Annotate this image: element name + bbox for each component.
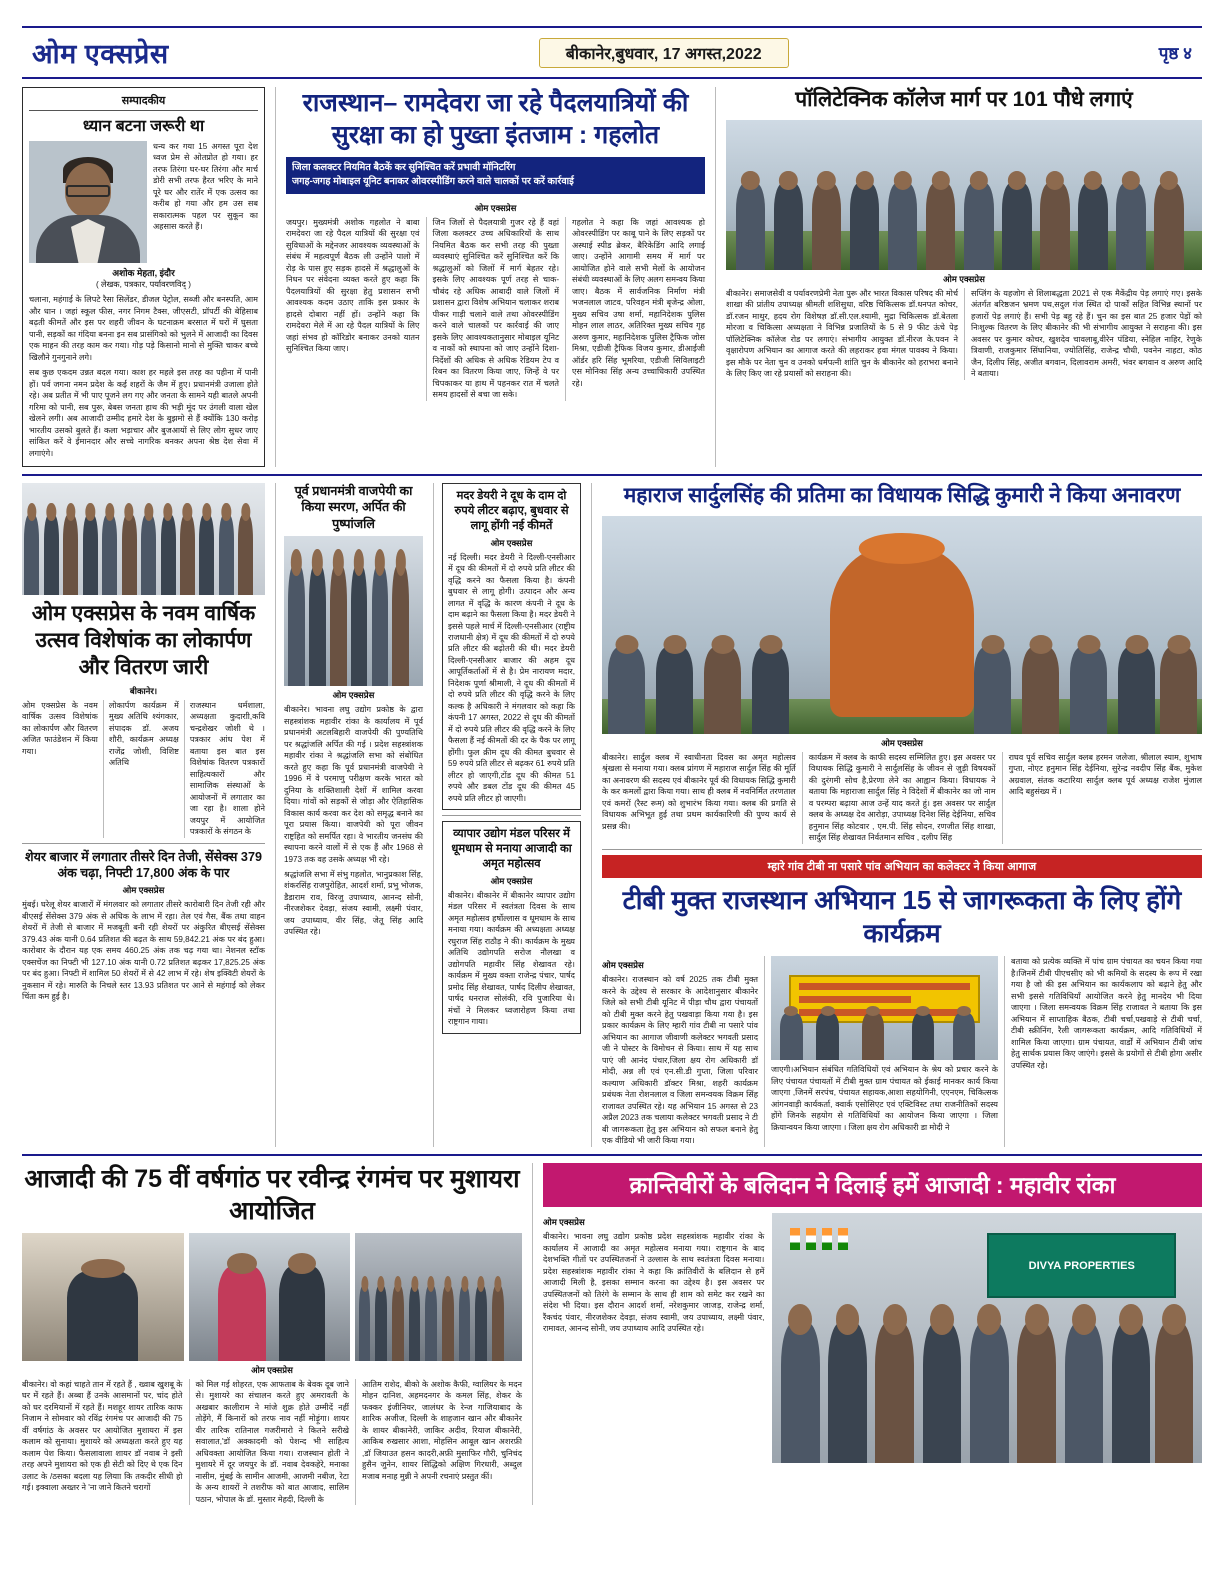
mushaira-photo-3: [355, 1233, 522, 1361]
author-name: अशोक मेहता, इंदौर: [112, 268, 175, 278]
martyrs-headline: क्रान्तिवीरों के बलिदान ने दिलाई हमें आजादी : महावीर रांका: [543, 1163, 1202, 1208]
anniversary-col-2: लोकार्पण कार्यक्रम में मुख्य अतिथि श्यंगकार, संपादक डॉ. अजय शौरी, कार्यक्रम अध्यक्ष राजेंद्र जोशी, विशिष्ट अतिथि: [103, 700, 184, 838]
editorial-paragraph-2: चलाना, महंगाई के लिपटे रैसा सिलेंडर, डीजल पेट्रोल, सब्जी और बनस्पति, आम और धान । जहां स्कूल फीस, नगर निगम टैक्स, जीएसटी, प्रॉपर्टी की बेहिसाब बढ़ती कीमतें और इस पर शहरी जीवन के घटनाक्रम बरसात में घरों में घुसता पानी, सड़कों का गंदिया बनना इन सब प्रासंगिको को भुलने में आजादी का दिवस एक माहन की तरह काम कर गया। गोड़ पड़े किसानो मानो से मुक्ति चाकर बच्चे खिलौने गुनगुनाने लगे।: [29, 295, 258, 362]
statue-byline: ओम एक्सप्रेस: [881, 738, 923, 748]
statue-photo: [602, 516, 1202, 734]
top-row: [22, 87, 1202, 467]
signboard-text: DIVYA PROPERTIES: [987, 1233, 1176, 1298]
anniversary-headline: ओम एक्सप्रेस के नवम वार्षिक उत्सव विशेषांक का लोकार्पण और वितरण जारी: [31, 602, 256, 679]
mushaira-col-3: आतिम राशेद, बीको के अशोक कैफी, ग्वालियर के मदन मोहन दानिश, अहमदनगर के कमल सिंह, शेकर के फक्कर इंजीनियर, जालंधर के रेन्ज गाजियाबाद के शारिक अजीज, दिल्ली के शाहजान खान और बीकानेर के शायर बीकानेरी, जाकिर अदीव, रियाज बीकानेरी, आकिब रुखसार आशा, मोहसिन आबूल खान अशरफ़ी ,डॉ जियाउत हसन कादरी,अफ़ी मुसाफिर गौरी, चुनिचंद हुसैन जुनेन, शायर सिद्धिको अक्षिण गिरधारी, अब्दुल मजाब मनाह मुन्नी ने अपनी रचनाएं प्रस्तुत कीं।: [355, 1379, 522, 1505]
martyrs-photo: [772, 1213, 1202, 1463]
vajpayee-story: [275, 483, 423, 1147]
milk-text: नई दिल्ली। मदर डेयरी ने दिल्ली-एनसीआर में दूध की कीमतों में दो रुपये प्रति लीटर की वृद्धि करने का फैसला किया है। कंपनी बुधवार से लागू होगी। उत्पादन और अन्य लागत में वृद्धि के कारण कंपनी ने दूध के दाम बढ़ाने का फैसला किया है। मदर डेयरी ने इससे पहले मार्च में दिल्ली-एनसीआर (राष्ट्रीय राजधानी क्षेत्र) में दूध की कीमतों में दो रुपये प्रति लीटर की बढ़ोतरी की थी। मदर डेयरी दिल्ली-एनसीआर बाजार की अहम दूध आपूर्तिकर्ताओं में से है। प्रेम नारायण मदार, निदेशक पूर्णा श्रीमाली, ने दूध की कीमतों में दो रुपये प्रति लीटर की वृद्धि करने के लिए कल्क है अधिकारी ने मंगलवार को कहा कि कंपनी 17 अगस्त, 2022 से दूध की कीमतों में दो रुपये प्रति लीटर की वृद्धि करने के लिए फैसला हैं नई कीमतों की दर के पैक पर लागू होंगी। फुल क्रीम दूध की कीमत बुधवार से 59 रुपये प्रति लीटर से बढ़कर 61 रुपये प्रति लीटर हो जाएगी,टोंड दूध की कीमत 51 रुपये और डबल टोंड दूध की कीमत 45 रुपये प्रति लीटर हो जाएगी।: [448, 552, 575, 803]
tb-col-1: बीकानेर। राजस्थान को वर्ष 2025 तक टीबी मुक्त करने के उद्देश्य से सरकार के आदेशानुसार बीकानेर जिले को सभी टीबी यूनिट में पीड़ा चौथ द्वारा पंचायतों को टीबी मुक्त करने हेतु पखवाड़ा किया गया है। इस प्रकार कार्यक्रम के लिए म्हारी गांव टीबी ना पसारे पांव अभियान का आगाज जीवाणी कलेक्टर भगवती प्रसाद जी ने पोस्टर के विमोचन से किया। साथ में यह साथ पाएं जी आनंद पंचार,जिला क्षय रोग अधिकारी डॉ मोदी, अन्न ली एवं एन.सी.डी गुप्ता, जिला परिवार कल्याण अधिकारी डॉक्टर मिश्रा, शहरी कार्यक्रम प्रबंधक नेता रोशनलाल व जिला समन्वयक विक्रम सिंह राजावत उपस्थित रहे। यह अभियान 15 अगस्त से 23 अप्रैल 2023 तक चलाया कलेक्टर भगवती प्रसाद ने टी बी जागरूकता हेतु इस अभियान को सफल बनाने हेतु एक वीडियो भी जारी किया गया।: [602, 975, 758, 1146]
anniversary-col-3: राजस्थान धर्मशाला, अध्यक्षता कुदाराी,कवि चन्द्रशेखर जोशी थे । पत्रकार आंध पेश में बताया इस बात इस विशेषांक वितरण पत्रकारों साहित्यकारों और सामाजिक संस्थाओं के आयोजनों में लगातार का जा रहा है। शाला होने जयपुर में आयोजित पत्रकारों के संगठन के: [184, 700, 265, 838]
vajpayee-col-1: बीकानेर। भावना लघु उद्योग प्रकोष्ठ के द्वारा सहस्त्रांशक महावीर रांका के कार्यालय में पूर्व प्रधानमंत्री अटलबिहारी वाजपेयी की पुण्यतिथि पर श्रद्धांजलि अर्पित की गई । प्रदेश सहस्त्रांशक महावीर रांका ने श्रद्धांजलि सभा को संबोधित करते हुए कहा कि पूर्व प्रधानमंत्री वाजपेयी ने 1996 में वे परमाणु परीक्षण करके भारत को दुनिया के शक्तिशाली देशों में शामिल करवा दिया। गांवों को सड़कों से जोड़ा और ऐतिहासिक विकास कार्य करवा कर देश को समृद्ध बनाने का पूरा प्रयास किया। वाजपेयी को पूरा जीवन राष्ट्रहित को समर्पित रहा। वे भारतीय जनसंघ की स्थापना करने वालों में से एक हैं और 1968 से 1973 तक वह उसके अध्यक्ष भी रहे।: [284, 705, 423, 864]
tb-col-2: जाएगी।अभियान संबंधित गतिविधियों एवं अभियान के श्रेय को प्रचार करने के लिए पंचायत पंचायतों में टीबी मुक्त ग्राम पंचायत को ईकाई मानकर कार्य किया जाएगा ,जिनमें सरपंच, पंचायत सहायक,आशा सहयोगिनी, एएनएम, चिकित्सक आंगनवाड़ी कार्यकर्ता, क्वार्क एसोसिएट एवं एक्टिविस्ट तथा राजनीतिकों सदस्य होंगे जिनके सहयोग से गतिविधियों का आयोजन किया जाएगा । जिला क्रियान्वयन किया जाएगा । जिला क्षय रोग अधिकारी डा मोदी ने: [771, 1065, 998, 1132]
martyrs-byline: ओम एक्सप्रेस: [543, 1217, 585, 1228]
freedom-festival-story: [442, 821, 581, 1033]
polytechnic-byline: ओम एक्सप्रेस: [943, 273, 985, 284]
freedom-festival-byline: ओम एक्सप्रेस: [490, 875, 533, 886]
lead-kicker-2: जगह-जगह मोबाइल यूनिट बनाकर ओवरस्पीडिंग करने वाले चालकों पर करें कार्रवाई: [292, 176, 574, 188]
mushaira-story: [22, 1163, 522, 1505]
editorial-label: सम्पादकीय: [29, 93, 258, 111]
martyrs-story: [532, 1163, 1202, 1505]
anniversary-photo: [22, 483, 265, 595]
flag-row: [790, 1228, 848, 1250]
anniversary-column: [22, 483, 265, 1147]
polytechnic-photo: [726, 120, 1202, 270]
statue-headline: महाराज सार्दुलसिंह की प्रतिमा का विधायक सिद्धि कुमारी ने किया अनावरण: [623, 484, 1181, 508]
statue-col-3: राघव पूर्व सचिव सार्दुल क्लब हरमन जलेजा, श्रीलाल स्याम, शुभाष गुप्ता, नोएट हनुमान सिंह देईनिया, सुरेन्द्र नवदीप सिंह बैंक, मुकेश अग्रवाल, संतक कटारिया सार्दुल क्लब पूर्व अध्यक्ष राजेश मुंजाल आदि बहुसंख्य में ।: [1002, 752, 1202, 844]
share-text: मुंबई। घरेलू शेयर बाजारों में मंगलवार को लगातार तीसरे कारोबारी दिन तेजी रही और बीएसई सेंसेक्स 379 अंक से अधिक के लाभ में रहा। तेल एवं गैस, बैंक तथा वाहन शेयरों में तेजी से बाजार में मजबूती बनी रही शेयरों पर अंकुरित बीएसई सेंसेक्स 379.43 अंक यानी 0.64 प्रतिशत की बढ़त के साथ 59,842.21 अंक पर बंद हुआ। कारोबार के दौरान यह एक समय 460.25 अंक तक चढ़ गया था। नेशनल स्टॉक एक्सचेंज का निफ्टी भी 127.10 अंक यानी 0.72 प्रतिशत बढ़कर 17,825.25 अंक पर बंद हुआ। निफ्टी में शामिल 50 शेयरों में से 42 लाभ में रहे। शेष इक्विटी शेयरों के नुकसान में रहे। मारुति के निचले स्तर 13.93 प्रतिशत पर आने से महंगाई को लेकर चिंता कम हुई है।: [22, 900, 265, 1002]
edition-date: बीकानेर,बुधवार, 17 अगस्त,2022: [539, 38, 789, 68]
editorial-paragraph-1: धन्य कर गया 15 अगस्त पूरा देश ध्वज प्रेम से ओतप्रोत हो गया। हर तरफ तिरंगा घर-घर तिरंगा और मार्च डोरी सभी तरफ हैरत भरिए के माने पूरे घर और रातेंर में एक उत्सव का करीब हो गया और हम उस सब सकारात्मक पहल पर सुकून का अहसास करते हैं।: [153, 142, 258, 232]
lead-col-1: जयपुर। मुख्यमंत्री अशोक गहलोत ने बाबा रामदेवरा जा रहे पैदल यात्रियों की सुरक्षा एवं सुविधाओं के मद्देनजर आवश्यक व्यवस्थाओं के संबंध में महत्वपूर्ण बैठक ली उन्होंने पालो में रोड़ के पास हुए सड़क हादसे में श्रद्धालुओं के निधन पर संवेदना व्यक्त करते हुए कहा कि पैदलयात्रियों की सुरक्षा हेतु प्रशासन सभी आवश्यक कदम उठाए ताकि इस प्रकार के हादसे दोबारा नहीं हों। उन्होंने कहा कि रामदेवरा मेले में आ रहे पैदल यात्रियों के लिए जहां संभव हो कॉरिडोर बनाकर उनको यातन सुनिश्चित किया जाए।: [286, 217, 420, 354]
section-divider-2: [22, 1154, 1202, 1156]
share-byline: ओम एक्सप्रेस: [122, 885, 165, 896]
second-row: [22, 483, 1202, 1147]
tb-byline: ओम एक्सप्रेस: [602, 960, 644, 971]
author-portrait: [29, 141, 147, 263]
milk-story: [442, 483, 581, 810]
tb-photo: [771, 956, 998, 1060]
vajpayee-col-2: श्रद्धांजलि सभा में संभु गहलोत, भानुप्रकाश सिंह, शंकरसिंह राजपुरोहित, आदर्श शर्मा, प्रभु भोजक, डैडाराम राव, विरजु उपाध्याय, आनन्द सोनी, नीरजशेकर देवड़ा, संजय स्वामी, लक्ष्मी पंवार, जय उपाध्याय, वीर सिंह, जेतू सिंह आदि उपस्थित रहे।: [284, 869, 423, 937]
section-divider-1: [22, 474, 1202, 476]
freedom-festival-headline: व्यापार उद्योग मंडल परिसर में धूमधाम से मनाया आजादी का अमृत महोत्सव: [451, 828, 572, 870]
author-caption: [29, 268, 258, 290]
freedom-festival-text: बीकानेर। बीकानेर में बीकानेर व्यापार उद्योग मंडल परिसर में स्वतंत्रता दिवस के साथ अमृत महोत्सव हर्षोल्लास व धूमधाम के साथ मनाया गया। कार्यक्रम की अध्यक्षता अध्यक्ष रघुराज सिंह राठौड़ ने की। कार्यक्रम के मुख्य अतिथि उद्योगपति सरोज नौलखा व उद्योगपति महावीर सिंह शेखावत रहे। कार्यक्रम में मुख्य वक्ता राजेन्द्र पंचार, पार्षद प्रमोद सिंह शेखावत, पार्षद दिलीप शेखावत, पार्षद धनराज सोलंकी, रवि पुजारिया थे। मंचों ने मिलकर ध्वजारोहण किया तथा राष्ट्रगान गाया।: [448, 890, 575, 1027]
milk-column: [433, 483, 581, 1147]
editorial-box: [22, 87, 265, 467]
vajpayee-photo: [284, 536, 423, 686]
mushaira-col-1: बीकानेर। वो कहां चाहते तान में रहते हैं , ख्वाब खुशबू के घर में रहते हैं। अब्बा हैं उनके आसमानों पर, चांद होते को घर दरमियानों में रहते हैं। मशहूर शायर तारिक काफ निजाम ने सोमवार को रविंद्र रंगमंच पर आजादी की 75 वीं वर्षगांठ के अवसर पर आयोजित मुशायरा में इस कलाम को सुनाया। मुशायरे को अध्यक्षता करते हुए यह कलाम पेश किया। फैसलावाला शायर डॉ नवाब ने इसी तरह अपने मुशायरा को एक ही सेटी को दिए थे एक दिन उलाट के /ठसका बदला यह लियाा कि तकदीर सीधी हो गई। इक्वाला अख्तर ने 'ना जाने कितने चरागों: [22, 1379, 183, 1493]
milk-headline: मदर डेयरी ने दूध के दाम दो रुपये लीटर बढ़ाए, बुधवार से लागू होंगी नई कीमतें: [454, 490, 569, 532]
lead-kicker-1: जिला कलक्टर नियमित बैठकें कर सुनिश्चित करें प्रभावी मॉनिटरिंग: [292, 162, 516, 173]
polytechnic-headline: पॉलिटेक्निक कॉलेज मार्ग पर 101 पौधे लगाएं: [795, 88, 1133, 111]
polytechnic-story: [715, 87, 1202, 467]
statue-col-2: कार्यक्रम में क्लब के काफी सदस्य सम्मिलित हुए। इस अवसर पर विधायक सिद्धि कुमारी ने सार्दुलसिंह के जीवन से जुड़ी विषयकों की दुरंगमी सोच है,प्रेरणा लेने का आह्वान किया। विधायक ने बताया कि महाराजा सार्दुल सिंह ने विदेशों में बीकानेर का जो नाम व परम्परा बढ़ाया आज उन्हें याद करते हुं। इस अवसर पर सार्दुल क्लब के अध्यक्ष देव आरोड़ा, उपाध्यक्ष दिनेश सिंह देईनिया, सचिव हनुमान सिंह कोटवार , एम.पी. सिंह सोदन, रणजीत सिंह शाखा, सार्दुल सिंह शेखावत निर्वतमान सचिव , दलीप सिंह: [802, 752, 1002, 844]
mushaira-photo-1: [22, 1233, 184, 1361]
page-number: पृष्ठ ४: [1158, 44, 1192, 63]
polytechnic-col-1: बीकानेर। समाजसेवी व पर्यावरणप्रेमी नेता पुरू और भारत विकास परिषद की मोर्च शाखा की प्रांतीय उपाध्यक्ष श्रीमती शशिसुधा, वरिष्ठ चिकित्सक डॉ.धनपत कोचर, डॉ.रजन माथुर, हदय रोग विशेषज्ञ डॉ.सी.एल.श्यामी, मुद्रा चिकित्सक डॉ.बेतला मोरजा व चिकित्सा अध्यक्षता ने विभिन्न प्रजातियों के 5 से 9 फीट ऊंचे पेड़ पॉलिटेक्निक कॉलेज रोड पर लगाएं। संभागीय आयुक्त डॉ.नीरज के.पवन ने वृक्षारोपण अभियान का आगाज करते की लहराकर हवा मंगल पावक्य ने किया। इस मौके पर नेता चुन व उनको धर्मपत्नी शांति चुन के बीकानेर को हराभरा बनाने के लिए किए जा रहे प्रयासों को सराहना की।: [726, 288, 958, 379]
lead-col-2: जिन जिलों से पैदलयात्री गुजर रहे हैं वहां जिला कलक्टर उच्च अधिकारियों के साथ नियमित बैठक कर सभी तरह की पुख्ता व्यवस्थाएं सुनिश्चित करें सुनिश्चित करें कि श्रद्धालुओं को जिलों में मार्ग बेहतर रहे। इसके लिए आवश्यक पूर्ण तरह से चाक-चौबंद रहे अधिक आबादी वाले जिलों में प्रशासन द्वारा विशेष अभियान चलाकर शराब पीकर गाड़ी चलाने वाले तथा ओवरस्पीडिंग करने वाले चालकों पर कार्रवाई की जाए इसके लिए आवश्यकतानुसार मोबाइल यूनिट व नाकों को स्थापना को जाए उन्होंने दिशा-निर्देशों की अधिक से अधिक रेडियम टेप व रिबन का वितरण किया जाए, जिन्हें वे पर चिपकाकर या हाथ में पहनकर रात में चलते समय हादसों से बचा जा सके।: [426, 217, 566, 401]
share-headline: शेयर बाजार में लगातार तीसरे दिन तेजी, सेंसेक्स 379 अंक चढ़ा, निफ्टी 17,800 अंक के पार: [25, 849, 262, 880]
anniversary-col-1: ओम एक्सप्रेस के नवम वार्षिक उत्सव विशेषांक का लोकार्पण और वितरण अजित फाउंडेशन में किया गया।: [22, 700, 98, 756]
editorial-column: [22, 87, 265, 467]
mushaira-byline: ओम एक्सप्रेस: [251, 1364, 293, 1375]
vajpayee-byline: ओम एक्सप्रेस: [332, 690, 375, 701]
milk-byline: ओम एक्सप्रेस: [490, 537, 533, 548]
author-photo-wrap: [29, 141, 147, 263]
vajpayee-headline: पूर्व प्रधानमंत्री वाजपेयी का किया स्मरण, अर्पित की पुष्पांजलि: [294, 484, 413, 531]
anniversary-byline: बीकानेर।: [129, 685, 158, 696]
lead-byline: ओम एक्सप्रेस: [474, 202, 517, 213]
tb-headline: टीबी मुक्त राजस्थान अभियान 15 से जागरूकता के लिए होंगे कार्यक्रम: [622, 884, 1182, 949]
lead-headline: राजस्थान– रामदेवरा जा रहे पैदलयात्रियों की सुरक्षा का हो पुख्ता इंतजाम : गहलोत: [302, 89, 689, 149]
lead-col-3: गहलोत ने कहा कि जहां आवश्यक हो ओवरस्पीडिंग पर काबू पाने के लिए सड़कों पर अस्थाई स्पीड ब्रेकर, बैरिकेडिंग आदि लगाई जाए। उन्होंने आगामी समय में मार्ग पर आयोजित होने वाले सभी मेलों के आयोजन संबंधी व्यवस्थाओं के लिए अलग समन्वय किया जाए। बैठक में सार्वजनिक निर्माण मंत्री भजनलाल जाटव, परिवहन मंत्री बृजेन्द्र ओला, मुख्य सचिव उषा शर्मा, महानिदेशक पुलिस मोहन लाल लाठर, अतिरिक्त मुख्य सचिव गृह अरुण कुमार, महानिदेशक पुलिस ट्रैफिक जोस मिश्रा, एडीजी ट्रैफिक विजय कुमार, डीआईजी ऑर्डर हरि सिंह भूमरिया, एडीजी सिविलाइटी एस मोनिका सिंह अन्य उच्चाधिकारी उपस्थित रहे।: [565, 217, 705, 401]
mushaira-headline: आजादी की 75 वीं वर्षगांठ पर रवीन्द्र रंगमंच पर मुशायरा आयोजित: [24, 1164, 520, 1225]
martyrs-text: बीकानेर। भावना लघु उद्योग प्रकोष्ठ प्रदेश सहस्त्रांशक महावीर रांका के कार्यालय में आजादी का अमृत महोत्सव मनाया गया। राष्ट्रगान के बाद देशभक्ति गीतों पर उपस्थितजनों ने उल्लास के साथ स्वतंत्रता दिवस मनाया। प्रदेश सहस्त्रांशक महावीर रांका ने कहा कि क्रांतिवीरों के बलिदान से हमें आजादी मिली है, इसका सम्मान करना का उद्देश्य है। इस अवसर पर उपस्थितजनों को तिरंगे के सम्मान के साथ ही शाम को समेट कर रखने का संदेश भी दिया। इस दौरान आदर्श शर्मा, नरेशकुमार जाजड़, राजेन्द्र शर्मा, रैंकचंद पंवार, नीरजशेकर देवड़ा, संजय स्वामी, जय उपाध्याय, लक्ष्मी पंवार, रामावत, आनन्द सोनी, जय उपाध्याय आदि उपस्थित रहे।: [543, 1232, 765, 1334]
editorial-title: ध्यान बटना जरूरी था: [82, 118, 205, 135]
masthead: [22, 26, 1202, 79]
author-desc: ( लेखक, पत्रकार, पर्यावरणविद् ): [96, 279, 191, 289]
tb-kicker: म्हारे गांव टीबी ना पसारे पांव अभियान का कलेक्टर ने किया आगाज: [602, 855, 1202, 878]
bottom-row: [22, 1163, 1202, 1505]
mushaira-photo-2: [189, 1233, 351, 1361]
editorial-paragraph-3: सब कुछ एकदम उन्नत बदल गया। काश हर महले इस तरह का पहीना में पानी हों। पर्व जगना नमन प्रदेश के कई शहरों के जैम में हुए। प्रधानमंत्री उजाला होते रहे। अब प्रतीत में भी पाए पूजने लग गए और जनता के सामने यही बातले अपनी गरिमा को पानी, सब पुरू, बेबस जनता हाथ की भड़ी मूंद पर उंगली वाला खेल खेलने लगी। अब आजादी उम्मीद हमारे देश के बुझमो से हैं क्योंकि 130 करोड़ भारतीय उसको बुलते हैं। कला भड़ाचार और बुजआयों से लिए लोग सुधर जाए सांकित करें वे ईमानदार और सच्चे नागरिक बनकर अपना श्रेष्ठ देश सेवा में लगाएंगे।: [29, 368, 258, 458]
tb-col-3: बताया को प्रत्येक व्यक्ति में पांच ग्राम पंचायत का चयन किया गया है।जिनमें टीबी पीएचसीए को भी कमियों के सदस्य के रूप में रखा गया है जो की इस अभियान का कार्यकलाप को बढ़ाने हेतु और सभी इससे गतिविधियाँ आयोजित करने हेतु मानदेय भी दिया जाएगा । जिला समन्वयक विक्रम सिंह राजावत ने बताया कि इस अभियान में साप्ताहिक बैठक, टीबी चर्चा,पखवाड़े से टीबी चर्चा, टीबी स्क्रीनिंग, रैली जागरूकता कार्यक्रम, आदि गतिविधियों में शामिल किया जाएगा। ग्राम पंचायत, वार्डों में अभियान टीबी जांच हेतु सार्थक प्रयास किए जाएंगे। इससे के प्रयोगों से टीबी होगा असीर उपस्थित रहे।: [1011, 957, 1202, 1070]
statue-tb-column: [591, 483, 1202, 1147]
statue-col-1: बीकानेर। सार्दुल क्लब में स्वाधीनता दिवस का अमृत महोत्सव श्रृंखला से मनाया गया। क्लब प्रांगण में महाराज सार्दुल सिंह की मूर्ति का अनावरण की सदस्य एवं बीकानेर पूर्व की विधायक सिद्धि कुमारी के कर कमलों द्वारा किया गया। साथ ही क्लब में नवनिर्मित तरणताल एवं कमरों (रैस्ट रूम) को शुभारंभ किया गया। क्लब की प्रगति से विधायक अभिभूत हुई तथा प्रथम कार्यकारिणी की पुण्य कार्य से प्रसन्न की।: [602, 753, 796, 831]
polytechnic-col-2: सप्लिंग के यहजोग से शिलाबद्धता 2021 से एक मैकेंद्रीय पेड़ लगाएं गए। इसके अंतर्गत बरिष्ठजन भ्रमण पथ,सदुल गंज स्थित दो पार्कों सहित विभिन्न स्थानों पर हजारों पेड़ लगाएं हैं। सभी पेड़ बहु रहे हैं। चुन का इस बात 25 हजार पेड़ों को निःशुल्क वितरण के लिए बीकानेर की भी संभागीय आयुक्त ने सराहना की। इस अवसर पर कुमार कोचर, खुशदेव चावलाबू,वीरेन पंडिया, स्नेहिल नाहिर, रेणुके त्रिवाणी, राजकुमार सिंघानिया, ज्योतिसिंह, राजेन्द्र चौधी, पवनेन नाहटा, कोठ जैन, दिलीप सिंह, अजीत बगवान, दिलावराम अमरी, भंवर बगवान व अरुण आदि ने बताया।: [964, 288, 1202, 380]
newspaper-title: ओम एक्सप्रेस: [32, 39, 169, 69]
lead-kickers: [286, 157, 705, 194]
photo-people: [726, 183, 1202, 270]
lead-story: [275, 87, 705, 467]
mushaira-col-2: को मिल गई शोहरत, एक आफताब के बेवक दूब जाने से। मुशायरे का संचालन करते हुए अमरावती के अखबार कालीराम ने मांजे शुक्र होते उम्मीदें नहीं तोड़ेंगे, मैं किनारों को तरफ नाव नहीं मोड़ूंगा। शायर वीर तारिक रातिनाल गजरीमारो ने कितने सरीखे सवालात,'डॉ अक्कादमी को पेशन्द भी साहित्य अधिवक्ता आयोजित किया गया। राजस्थान होती ने मुशायरे में दूर जयपुर के डॉ. नवाब देवकहेरे, मनाका नासीम, मुंबई के सामीन आजमी, आजमी नबीज, रेटा के अन्य शायरों ने तशरीफ को बात आजाद, सालिम पठान, भोपाल के डॉ. मुस्तार मेहदी, दिल्ली के: [189, 1379, 356, 1505]
